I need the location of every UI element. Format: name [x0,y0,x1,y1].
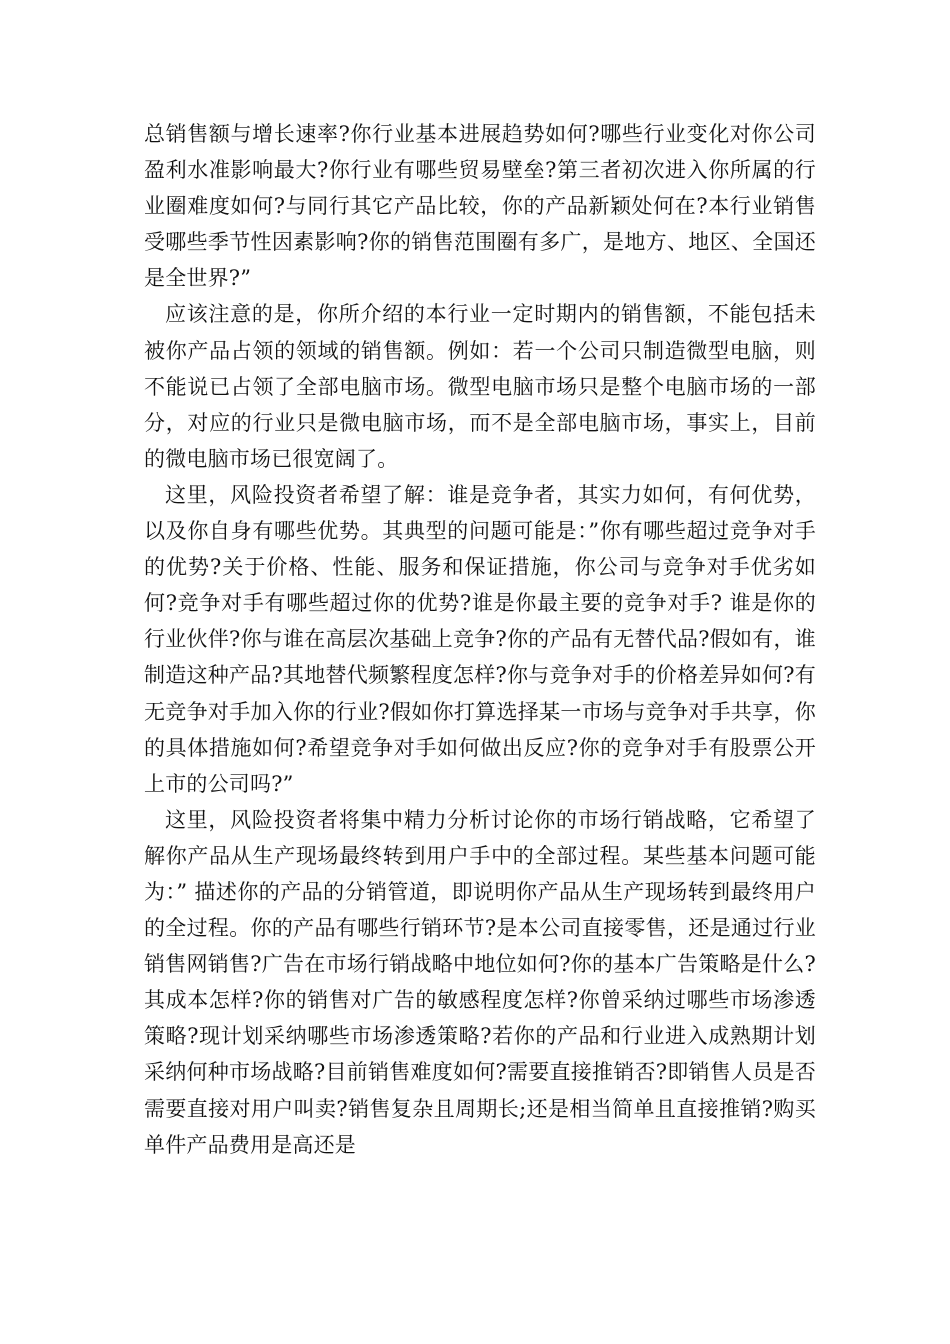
body-text [144,116,816,1163]
paragraph-2: 应该注意的是，你所介绍的本行业一定时期内的销售额，不能包括未被你产品占领的领域的销售额。例如：若一个公司只制造微型电脑，则不能说已占领了全部电脑市场。微型电脑市场只是整个电脑市场的一部分，对应的行业只是微电脑市场，而不是全部电脑市场，事实上，目前的微电脑市场已很宽阔了。 [144,302,816,471]
paragraph-1: 总销售额与增长速率?你行业基本进展趋势如何?哪些行业变化对你公司盈利水准影响最大?你行业有哪些贸易壁垒?第三者初次进入你所属的行业圈难度如何?与同行其它产品比较，你的产品新颖处何在?本行业销售受哪些季节性因素影响?你的销售范围圈有多广，是地方、地区、全国还是全世界?” [144,122,816,291]
paragraph-3: 这里，风险投资者希望了解：谁是竞争者，其实力如何，有何优势，以及你自身有哪些优势。其典型的问题可能是：”你有哪些超过竞争对手的优势?关于价格、性能、服务和保证措施，你公司与竞争对手优劣如何?竞争对手有哪些超过你的优势?谁是你最主要的竞争对手? 谁是你的行业伙伴?你与谁在高层次基础上竞争?你的产品有无替代品?假如有，谁制造这种产品?其地替代频繁程度怎样?你与竞争对手的价格差异如何?有无竞争对手加入你的行业?假如你打算选择某一市场与竞争对手共享，你的具体措施如何?希望竞争对手如何做出反应?你的竞争对手有股票公开上市的公司吗?” [144,482,816,796]
paragraph-4: 这里，风险投资者将集中精力分析讨论你的市场行销战略，它希望了解你产品从生产现场最终转到用户手中的全部过程。某些基本问题可能为：” 描述你的产品的分销管道，即说明你产品从生产现场转到最终用户的全过程。你的产品有哪些行销环节?是本公司直接零售，还是通过行业销售网销售?广告在市场行销战略中地位如何?你的基本广告策略是什么?其成本怎样?你的销售对广告的敏感程度怎样?你曾采纳过哪些市场渗透策略?现计划采纳哪些市场渗透策略?若你的产品和行业进入成熟期计划采纳何种市场战略?目前销售难度如何?需要直接推销否?即销售人员是否需要直接对用户叫卖?销售复杂且周期长;还是相当简单且直接推销?购买单件产品费用是高还是 [144,807,816,1157]
